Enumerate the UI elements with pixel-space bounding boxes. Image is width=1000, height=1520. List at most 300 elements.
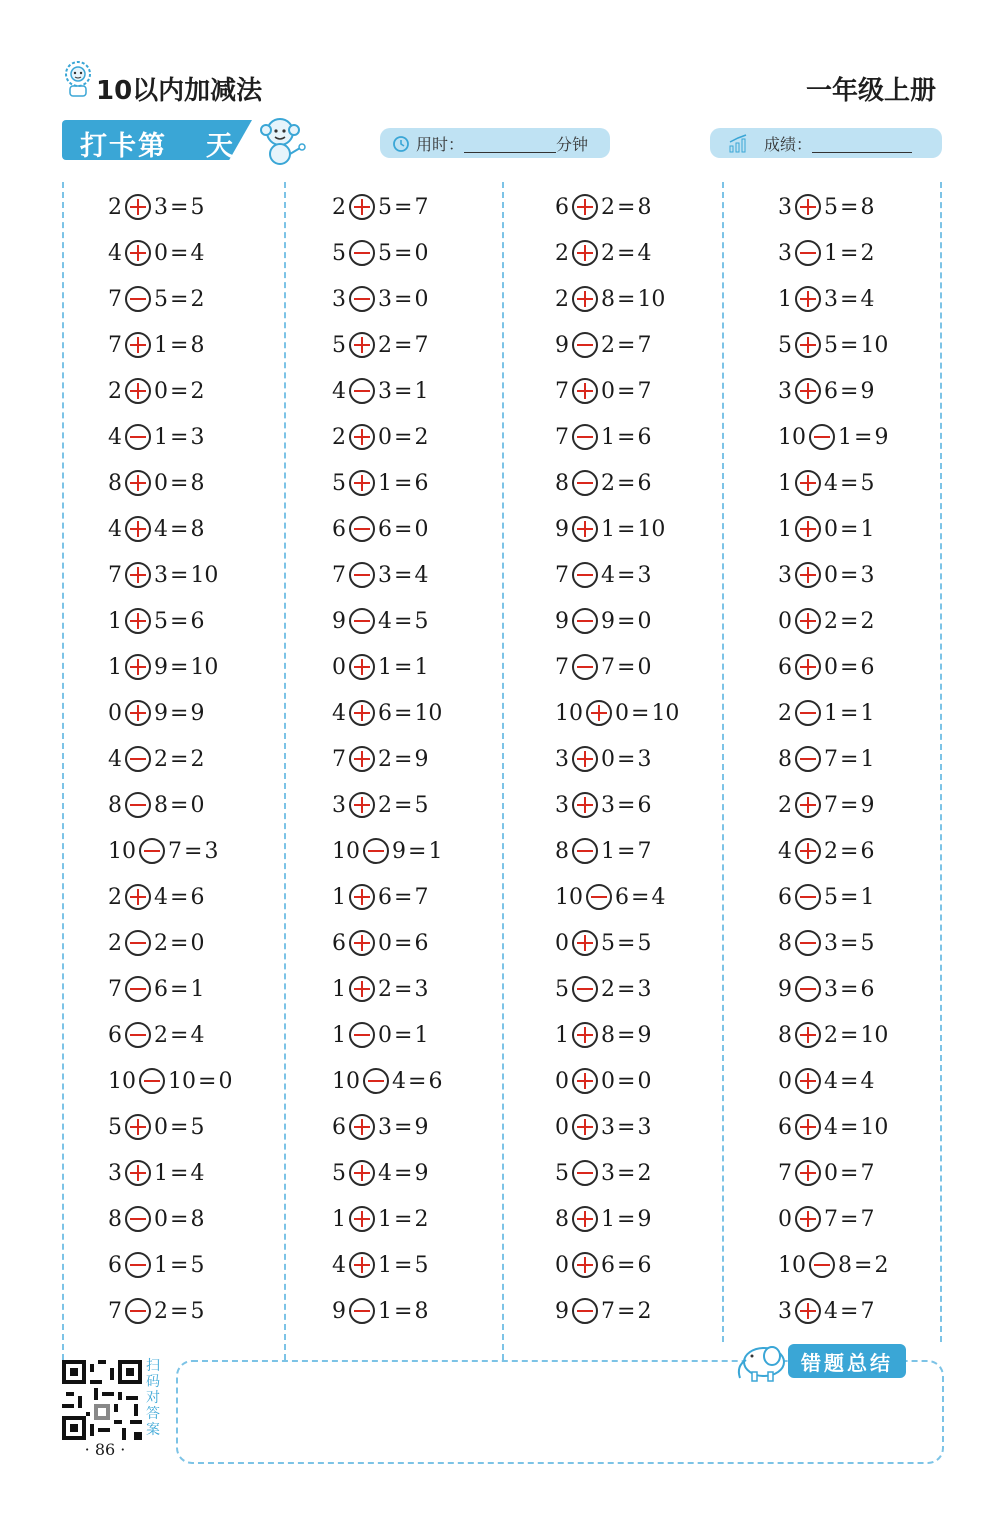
operand-a: 0 xyxy=(555,1252,569,1278)
operand-b: 0 xyxy=(824,516,838,542)
operand-a: 8 xyxy=(778,930,792,956)
minus-answer-circle[interactable] xyxy=(349,608,375,634)
minus-answer-circle[interactable] xyxy=(586,884,612,910)
plus-answer-circle[interactable] xyxy=(795,194,821,220)
minus-answer-circle[interactable] xyxy=(809,424,835,450)
minus-answer-circle[interactable] xyxy=(795,930,821,956)
problem-row xyxy=(555,1196,651,1242)
equals-sign: = xyxy=(394,470,413,496)
operand-b: 1 xyxy=(378,1252,392,1278)
result: 7 xyxy=(414,332,429,358)
plus-answer-circle[interactable] xyxy=(795,654,821,680)
operand-b: 0 xyxy=(154,1206,168,1232)
operand-a: 1 xyxy=(108,654,122,680)
operand-b: 8 xyxy=(601,1022,615,1048)
equals-sign: = xyxy=(617,332,636,358)
operand-b: 8 xyxy=(601,286,615,312)
plus-answer-circle[interactable] xyxy=(349,424,375,450)
result: 1 xyxy=(190,976,205,1002)
problem-row xyxy=(778,1242,888,1288)
result: 2 xyxy=(190,378,205,404)
plus-answer-circle[interactable] xyxy=(795,378,821,404)
minus-answer-circle[interactable] xyxy=(139,1068,165,1094)
result: 1 xyxy=(860,746,875,772)
operand-b: 2 xyxy=(601,470,615,496)
operand-a: 1 xyxy=(778,470,792,496)
equals-sign: = xyxy=(840,1022,859,1048)
score-label: 成绩： xyxy=(764,134,813,154)
problem-row xyxy=(332,184,428,230)
operand-a: 2 xyxy=(108,884,122,910)
time-label: 用时： xyxy=(416,134,465,154)
operand-a: 9 xyxy=(332,1298,346,1324)
equals-sign: = xyxy=(840,332,859,358)
result: 2 xyxy=(414,1206,429,1232)
plus-answer-circle[interactable] xyxy=(125,1160,151,1186)
problem-row xyxy=(778,230,874,276)
plus-answer-circle[interactable] xyxy=(349,976,375,1002)
operand-a: 6 xyxy=(332,516,346,542)
plus-answer-circle[interactable] xyxy=(572,1114,598,1140)
column-divider xyxy=(940,182,942,1342)
result: 0 xyxy=(414,516,429,542)
problem-row xyxy=(332,368,428,414)
equals-sign: = xyxy=(170,424,189,450)
operand-a: 7 xyxy=(108,286,122,312)
operand-b: 0 xyxy=(615,700,629,726)
result: 3 xyxy=(414,976,429,1002)
plus-answer-circle[interactable] xyxy=(795,608,821,634)
minus-answer-circle[interactable] xyxy=(349,286,375,312)
operand-a: 8 xyxy=(778,1022,792,1048)
minus-answer-circle[interactable] xyxy=(349,562,375,588)
operand-b: 3 xyxy=(601,792,615,818)
operand-b: 2 xyxy=(601,240,615,266)
growth-chart-icon xyxy=(728,133,750,153)
operand-a: 3 xyxy=(555,792,569,818)
operand-a: 8 xyxy=(108,1206,122,1232)
operand-b: 0 xyxy=(824,654,838,680)
plus-answer-circle[interactable] xyxy=(795,562,821,588)
problem-row xyxy=(778,368,874,414)
minus-answer-circle[interactable] xyxy=(572,976,598,1002)
result: 0 xyxy=(190,930,205,956)
operand-b: 1 xyxy=(378,470,392,496)
operand-b: 1 xyxy=(601,516,615,542)
problem-row xyxy=(555,506,665,552)
minus-answer-circle[interactable] xyxy=(795,700,821,726)
operand-b: 6 xyxy=(601,1252,615,1278)
plus-answer-circle[interactable] xyxy=(349,332,375,358)
problem-row xyxy=(778,736,874,782)
minus-answer-circle[interactable] xyxy=(349,516,375,542)
plus-answer-circle[interactable] xyxy=(349,746,375,772)
plus-answer-circle[interactable] xyxy=(125,516,151,542)
operand-b: 6 xyxy=(154,976,168,1002)
minus-answer-circle[interactable] xyxy=(125,746,151,772)
operand-b: 2 xyxy=(601,194,615,220)
result: 1 xyxy=(414,654,429,680)
equals-sign: = xyxy=(617,654,636,680)
minus-answer-circle[interactable] xyxy=(572,470,598,496)
minus-answer-circle[interactable] xyxy=(572,654,598,680)
equals-sign: = xyxy=(394,976,413,1002)
equals-sign: = xyxy=(394,194,413,220)
operand-a: 1 xyxy=(108,608,122,634)
operand-b: 5 xyxy=(154,286,168,312)
result: 4 xyxy=(651,884,666,910)
equals-sign: = xyxy=(631,884,650,910)
result: 5 xyxy=(190,1252,205,1278)
result: 0 xyxy=(414,240,429,266)
plus-answer-circle[interactable] xyxy=(125,884,151,910)
plus-answer-circle[interactable] xyxy=(795,1114,821,1140)
problem-row xyxy=(555,598,651,644)
operand-a: 7 xyxy=(108,1298,122,1324)
plus-answer-circle[interactable] xyxy=(349,1206,375,1232)
problem-row xyxy=(778,644,874,690)
problem-row xyxy=(108,506,204,552)
result: 2 xyxy=(860,240,875,266)
operand-a: 10 xyxy=(555,700,583,726)
result: 3 xyxy=(637,1114,652,1140)
plus-answer-circle[interactable] xyxy=(795,1298,821,1324)
scan-for-answers-caption: 扫码对答案 xyxy=(146,1358,160,1438)
plus-answer-circle[interactable] xyxy=(125,194,151,220)
operand-a: 7 xyxy=(332,562,346,588)
minus-answer-circle[interactable] xyxy=(795,746,821,772)
operand-a: 4 xyxy=(332,378,346,404)
minus-answer-circle[interactable] xyxy=(125,1298,151,1324)
equals-sign: = xyxy=(408,838,427,864)
plus-answer-circle[interactable] xyxy=(795,1022,821,1048)
equals-sign: = xyxy=(840,700,859,726)
operand-a: 3 xyxy=(332,792,346,818)
operand-a: 5 xyxy=(332,470,346,496)
time-input-line[interactable] xyxy=(464,134,556,153)
minus-answer-circle[interactable] xyxy=(125,424,151,450)
operand-b: 3 xyxy=(378,286,392,312)
operand-b: 0 xyxy=(378,1022,392,1048)
book-title: 10以内加减法 xyxy=(96,76,263,106)
operand-b: 3 xyxy=(824,976,838,1002)
problem-row xyxy=(778,690,874,736)
operand-b: 2 xyxy=(601,332,615,358)
minus-answer-circle[interactable] xyxy=(125,1206,151,1232)
clock-icon xyxy=(392,134,410,152)
minus-answer-circle[interactable] xyxy=(572,424,598,450)
result: 2 xyxy=(860,608,875,634)
minus-answer-circle[interactable] xyxy=(349,240,375,266)
minus-answer-circle[interactable] xyxy=(139,838,165,864)
operand-b: 2 xyxy=(824,1022,838,1048)
operand-b: 1 xyxy=(601,838,615,864)
minus-answer-circle[interactable] xyxy=(349,378,375,404)
minus-answer-circle[interactable] xyxy=(572,332,598,358)
plus-answer-circle[interactable] xyxy=(349,1252,375,1278)
plus-answer-circle[interactable] xyxy=(572,746,598,772)
equals-sign: = xyxy=(840,470,859,496)
plus-answer-circle[interactable] xyxy=(572,1206,598,1232)
problem-row xyxy=(555,368,651,414)
problem-row xyxy=(555,1104,651,1150)
result: 7 xyxy=(637,378,652,404)
plus-answer-circle[interactable] xyxy=(572,792,598,818)
result: 6 xyxy=(860,838,875,864)
lion-logo-icon xyxy=(62,60,94,98)
equals-sign: = xyxy=(170,1206,189,1232)
minus-answer-circle[interactable] xyxy=(572,1160,598,1186)
operand-a: 6 xyxy=(332,1114,346,1140)
operand-b: 4 xyxy=(824,1114,838,1140)
operand-b: 4 xyxy=(824,1298,838,1324)
plus-answer-circle[interactable] xyxy=(125,470,151,496)
minus-answer-circle[interactable] xyxy=(125,930,151,956)
plus-answer-circle[interactable] xyxy=(349,1114,375,1140)
operand-b: 4 xyxy=(824,1068,838,1094)
problem-row xyxy=(332,966,428,1012)
result: 9 xyxy=(414,1114,429,1140)
plus-answer-circle[interactable] xyxy=(572,1252,598,1278)
plus-answer-circle[interactable] xyxy=(795,1206,821,1232)
equals-sign: = xyxy=(840,1160,859,1186)
problem-row xyxy=(778,966,874,1012)
minus-answer-circle[interactable] xyxy=(572,562,598,588)
operand-b: 2 xyxy=(154,1022,168,1048)
plus-answer-circle[interactable] xyxy=(572,1068,598,1094)
operand-a: 7 xyxy=(778,1160,792,1186)
result: 4 xyxy=(414,562,429,588)
equals-sign: = xyxy=(854,1252,873,1278)
plus-answer-circle[interactable] xyxy=(125,1114,151,1140)
result: 6 xyxy=(860,976,875,1002)
problem-row xyxy=(555,322,651,368)
operand-a: 0 xyxy=(555,930,569,956)
minus-answer-circle[interactable] xyxy=(125,1022,151,1048)
minus-answer-circle[interactable] xyxy=(125,792,151,818)
operand-b: 3 xyxy=(154,194,168,220)
operand-b: 2 xyxy=(154,1298,168,1324)
equals-sign: = xyxy=(394,930,413,956)
result: 0 xyxy=(637,654,652,680)
plus-answer-circle[interactable] xyxy=(795,838,821,864)
plus-answer-circle[interactable] xyxy=(349,654,375,680)
plus-answer-circle[interactable] xyxy=(125,332,151,358)
plus-answer-circle[interactable] xyxy=(795,286,821,312)
equals-sign: = xyxy=(170,608,189,634)
minus-answer-circle[interactable] xyxy=(572,838,598,864)
operand-a: 7 xyxy=(108,562,122,588)
result: 9 xyxy=(860,378,875,404)
problem-row xyxy=(332,1242,428,1288)
minus-answer-circle[interactable] xyxy=(809,1252,835,1278)
operand-b: 1 xyxy=(154,1252,168,1278)
equals-sign: = xyxy=(617,1114,636,1140)
problem-row xyxy=(555,460,651,506)
operand-a: 1 xyxy=(332,1022,346,1048)
operand-b: 6 xyxy=(378,700,392,726)
operand-a: 0 xyxy=(332,654,346,680)
minus-answer-circle[interactable] xyxy=(363,838,389,864)
problem-row xyxy=(108,874,204,920)
plus-answer-circle[interactable] xyxy=(572,194,598,220)
operand-b: 0 xyxy=(154,240,168,266)
result: 2 xyxy=(874,1252,889,1278)
minus-answer-circle[interactable] xyxy=(572,608,598,634)
operand-a: 3 xyxy=(778,240,792,266)
problem-row xyxy=(332,1012,428,1058)
minus-answer-circle[interactable] xyxy=(795,884,821,910)
plus-answer-circle[interactable] xyxy=(125,240,151,266)
equals-sign: = xyxy=(170,194,189,220)
equals-sign: = xyxy=(840,838,859,864)
plus-answer-circle[interactable] xyxy=(125,378,151,404)
equals-sign: = xyxy=(198,1068,217,1094)
result: 9 xyxy=(190,700,205,726)
result: 10 xyxy=(414,700,443,726)
minus-answer-circle[interactable] xyxy=(349,1022,375,1048)
equals-sign: = xyxy=(840,378,859,404)
score-input-line[interactable] xyxy=(812,134,912,153)
equals-sign: = xyxy=(394,1252,413,1278)
operand-b: 0 xyxy=(824,1160,838,1186)
operand-b: 5 xyxy=(824,194,838,220)
plus-answer-circle[interactable] xyxy=(125,654,151,680)
plus-answer-circle[interactable] xyxy=(795,1160,821,1186)
elephant-icon xyxy=(732,1338,788,1384)
plus-answer-circle[interactable] xyxy=(572,378,598,404)
plus-answer-circle[interactable] xyxy=(349,884,375,910)
problem-row xyxy=(555,184,651,230)
plus-answer-circle[interactable] xyxy=(349,1160,375,1186)
operand-b: 1 xyxy=(378,654,392,680)
equals-sign: = xyxy=(408,1068,427,1094)
result: 10 xyxy=(190,562,219,588)
minus-answer-circle[interactable] xyxy=(795,976,821,1002)
plus-answer-circle[interactable] xyxy=(349,470,375,496)
operand-a: 1 xyxy=(778,286,792,312)
plus-answer-circle[interactable] xyxy=(349,700,375,726)
minus-answer-circle[interactable] xyxy=(125,976,151,1002)
problem-row xyxy=(555,874,665,920)
monkey-mascot-icon xyxy=(252,112,308,168)
equals-sign: = xyxy=(394,1022,413,1048)
operand-b: 5 xyxy=(154,608,168,634)
problem-row xyxy=(332,1196,428,1242)
plus-answer-circle[interactable] xyxy=(349,930,375,956)
operand-a: 5 xyxy=(555,976,569,1002)
result: 4 xyxy=(860,286,875,312)
operand-b: 1 xyxy=(601,1206,615,1232)
equals-sign: = xyxy=(840,884,859,910)
plus-answer-circle[interactable] xyxy=(349,792,375,818)
plus-answer-circle[interactable] xyxy=(795,1068,821,1094)
plus-answer-circle[interactable] xyxy=(795,516,821,542)
page-number: · 86 · xyxy=(84,1440,126,1459)
plus-answer-circle[interactable] xyxy=(795,792,821,818)
operand-b: 9 xyxy=(601,608,615,634)
problem-row xyxy=(778,874,874,920)
result: 0 xyxy=(190,792,205,818)
operand-a: 10 xyxy=(332,838,360,864)
plus-answer-circle[interactable] xyxy=(572,240,598,266)
result: 2 xyxy=(190,746,205,772)
operand-a: 4 xyxy=(108,424,122,450)
operand-a: 4 xyxy=(108,746,122,772)
operand-a: 8 xyxy=(108,792,122,818)
plus-answer-circle[interactable] xyxy=(572,516,598,542)
minus-answer-circle[interactable] xyxy=(363,1068,389,1094)
equals-sign: = xyxy=(617,562,636,588)
operand-b: 0 xyxy=(601,746,615,772)
plus-answer-circle[interactable] xyxy=(795,332,821,358)
plus-answer-circle[interactable] xyxy=(572,286,598,312)
plus-answer-circle[interactable] xyxy=(349,194,375,220)
operand-b: 2 xyxy=(154,746,168,772)
operand-a: 9 xyxy=(778,976,792,1002)
equals-sign: = xyxy=(840,286,859,312)
plus-answer-circle[interactable] xyxy=(125,608,151,634)
equals-sign: = xyxy=(394,516,413,542)
equals-sign: = xyxy=(170,1022,189,1048)
plus-answer-circle[interactable] xyxy=(572,930,598,956)
equals-sign: = xyxy=(840,930,859,956)
result: 3 xyxy=(637,746,652,772)
plus-answer-circle[interactable] xyxy=(572,1022,598,1048)
qr-code[interactable] xyxy=(62,1360,142,1440)
result: 4 xyxy=(637,240,652,266)
operand-b: 4 xyxy=(824,470,838,496)
operand-b: 3 xyxy=(601,1114,615,1140)
problem-row xyxy=(778,1058,874,1104)
problem-row xyxy=(778,1012,888,1058)
equals-sign: = xyxy=(184,838,203,864)
problem-row xyxy=(332,1058,442,1104)
problem-row xyxy=(332,828,442,874)
minus-answer-circle[interactable] xyxy=(349,1298,375,1324)
equals-sign: = xyxy=(394,332,413,358)
operand-b: 0 xyxy=(378,930,392,956)
minus-answer-circle[interactable] xyxy=(795,240,821,266)
minus-answer-circle[interactable] xyxy=(572,1298,598,1324)
problem-row xyxy=(555,966,651,1012)
plus-answer-circle[interactable] xyxy=(586,700,612,726)
operand-b: 1 xyxy=(154,424,168,450)
plus-answer-circle[interactable] xyxy=(125,562,151,588)
operand-b: 1 xyxy=(838,424,852,450)
operand-a: 4 xyxy=(108,516,122,542)
operand-b: 6 xyxy=(615,884,629,910)
equals-sign: = xyxy=(840,1298,859,1324)
operand-a: 9 xyxy=(555,332,569,358)
operand-b: 1 xyxy=(824,700,838,726)
minus-answer-circle[interactable] xyxy=(125,286,151,312)
result: 8 xyxy=(637,194,652,220)
problem-row xyxy=(332,322,428,368)
operand-a: 8 xyxy=(555,1206,569,1232)
equals-sign: = xyxy=(840,1114,859,1140)
equals-sign: = xyxy=(170,1114,189,1140)
result: 5 xyxy=(414,608,429,634)
minus-answer-circle[interactable] xyxy=(125,1252,151,1278)
operand-a: 2 xyxy=(332,194,346,220)
plus-answer-circle[interactable] xyxy=(125,700,151,726)
operand-a: 2 xyxy=(332,424,346,450)
equals-sign: = xyxy=(394,286,413,312)
problem-row xyxy=(332,736,428,782)
plus-answer-circle[interactable] xyxy=(795,470,821,496)
equals-sign: = xyxy=(170,654,189,680)
